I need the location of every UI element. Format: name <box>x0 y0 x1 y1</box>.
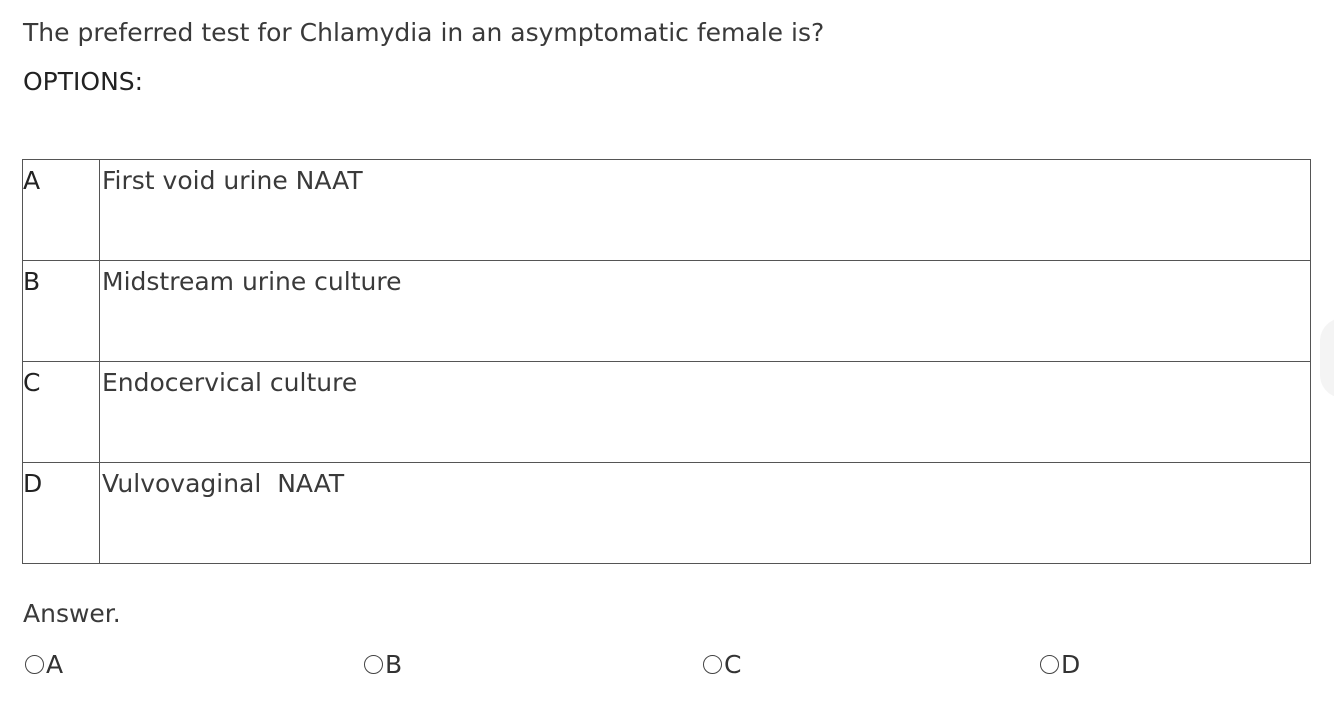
answer-radio-b[interactable] <box>364 650 402 679</box>
answer-radio-label: C <box>724 650 742 679</box>
radio-unchecked-icon[interactable] <box>364 655 383 674</box>
option-letter: D <box>23 463 100 564</box>
radio-unchecked-icon[interactable] <box>703 655 722 674</box>
answer-radio-a[interactable] <box>25 650 63 679</box>
answer-radio-c[interactable] <box>703 650 741 679</box>
options-table <box>22 159 1311 564</box>
scroll-hint <box>1320 318 1334 398</box>
question-text: The preferred test for Chlamydia in an asymptomatic female is? <box>23 18 825 47</box>
option-text: First void urine NAAT <box>100 160 1311 261</box>
options-heading: OPTIONS: <box>23 67 144 96</box>
option-letter: A <box>23 160 100 261</box>
option-text: Midstream urine culture <box>100 261 1311 362</box>
option-letter: B <box>23 261 100 362</box>
option-text: Vulvovaginal NAAT <box>100 463 1311 564</box>
option-row-a <box>23 160 1311 261</box>
answer-label: Answer. <box>23 599 121 628</box>
option-letter: C <box>23 362 100 463</box>
answer-radio-label: D <box>1061 650 1081 679</box>
radio-unchecked-icon[interactable] <box>1040 655 1059 674</box>
option-row-d <box>23 463 1311 564</box>
option-row-b <box>23 261 1311 362</box>
answer-radio-d[interactable] <box>1040 650 1080 679</box>
answer-radio-label: B <box>385 650 403 679</box>
answer-radio-label: A <box>46 650 64 679</box>
option-row-c <box>23 362 1311 463</box>
option-text: Endocervical culture <box>100 362 1311 463</box>
radio-unchecked-icon[interactable] <box>25 655 44 674</box>
